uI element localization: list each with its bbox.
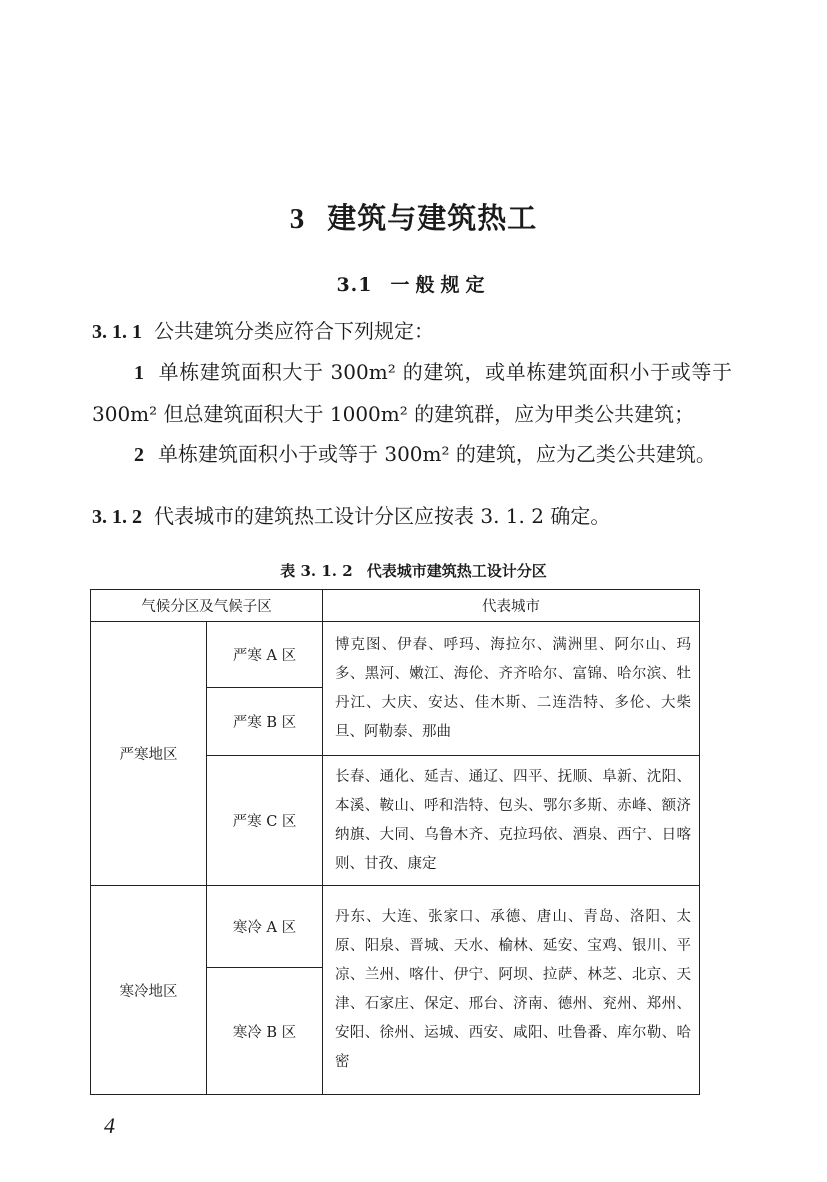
- cities-severe-c: 长春、通化、延吉、通辽、四平、抚顺、阜新、沈阳、本溪、鞍山、呼和浩特、包头、鄂尔多斯、赤峰、额济纳旗、大同、乌鲁木齐、克拉玛依、酒泉、西宁、日喀则、甘孜、康定: [323, 756, 700, 886]
- header-cities: 代表城市: [323, 590, 700, 622]
- clause-3-1-2: [92, 496, 732, 538]
- item-number: 2: [134, 444, 144, 466]
- chapter-number: 3: [289, 203, 306, 235]
- clause-text: 公共建筑分类应符合下列规定：: [154, 319, 434, 343]
- table-title: 代表城市建筑热工设计分区: [366, 562, 547, 580]
- cities-cold: 丹东、大连、张家口、承德、唐山、青岛、洛阳、太原、阳泉、晋城、天水、榆林、延安、宝鸡、银川、平凉、兰州、喀什、伊宁、阿坝、拉萨、林芝、北京、天津、石家庄、保定、邢台、济南、德州、兖州、郑州、安阳、徐州、运城、西安、咸阳、吐鲁番、库尔勒、哈密: [323, 886, 700, 1095]
- table-caption: [0, 560, 827, 581]
- page-number: 4: [104, 1113, 115, 1138]
- clause-number: 3. 1. 2: [92, 506, 142, 528]
- zone-cold: 寒冷地区: [91, 886, 207, 1095]
- subzone-severe-b: 严寒 B 区: [207, 688, 323, 756]
- section-title: [0, 270, 827, 297]
- item-number: 1: [134, 362, 144, 384]
- table-row: [91, 622, 700, 688]
- clause-text: 代表城市的建筑热工设计分区应按表 3. 1. 2 确定。: [154, 504, 611, 528]
- clause-3-1-1: [92, 311, 732, 353]
- item-text: 单栋建筑面积小于或等于 300m² 的建筑，应为乙类公共建筑。: [158, 442, 716, 466]
- table-number: 表 3. 1. 2: [280, 562, 353, 580]
- table-row: [91, 886, 700, 968]
- clause-item-2: [92, 434, 732, 476]
- subzone-cold-a: 寒冷 A 区: [207, 886, 323, 968]
- cities-severe-ab: 博克图、伊春、呼玛、海拉尔、满洲里、阿尔山、玛多、黑河、嫩江、海伦、齐齐哈尔、富锦、哈尔滨、牡丹江、大庆、安达、佳木斯、二连浩特、多伦、大柴旦、阿勒泰、那曲: [323, 622, 700, 756]
- table-header-row: [91, 590, 700, 622]
- subzone-cold-b: 寒冷 B 区: [207, 968, 323, 1095]
- header-zone: 气候分区及气候子区: [91, 590, 323, 622]
- clause-number: 3. 1. 1: [92, 321, 142, 343]
- chapter-title: [0, 196, 827, 237]
- chapter-name: 建筑与建筑热工: [327, 201, 538, 235]
- subzone-severe-a: 严寒 A 区: [207, 622, 323, 688]
- zone-severe-cold: 严寒地区: [91, 622, 207, 886]
- clause-item-1: [92, 352, 732, 435]
- item-text: 单栋建筑面积大于 300m² 的建筑，或单栋建筑面积小于或等于 300m² 但总建筑面积大于 1000m² 的建筑群，应为甲类公共建筑；: [92, 360, 732, 426]
- subzone-severe-c: 严寒 C 区: [207, 756, 323, 886]
- section-number: 3.1: [336, 274, 373, 296]
- climate-zone-table: [90, 589, 700, 1095]
- section-name: 一般规定: [390, 274, 491, 296]
